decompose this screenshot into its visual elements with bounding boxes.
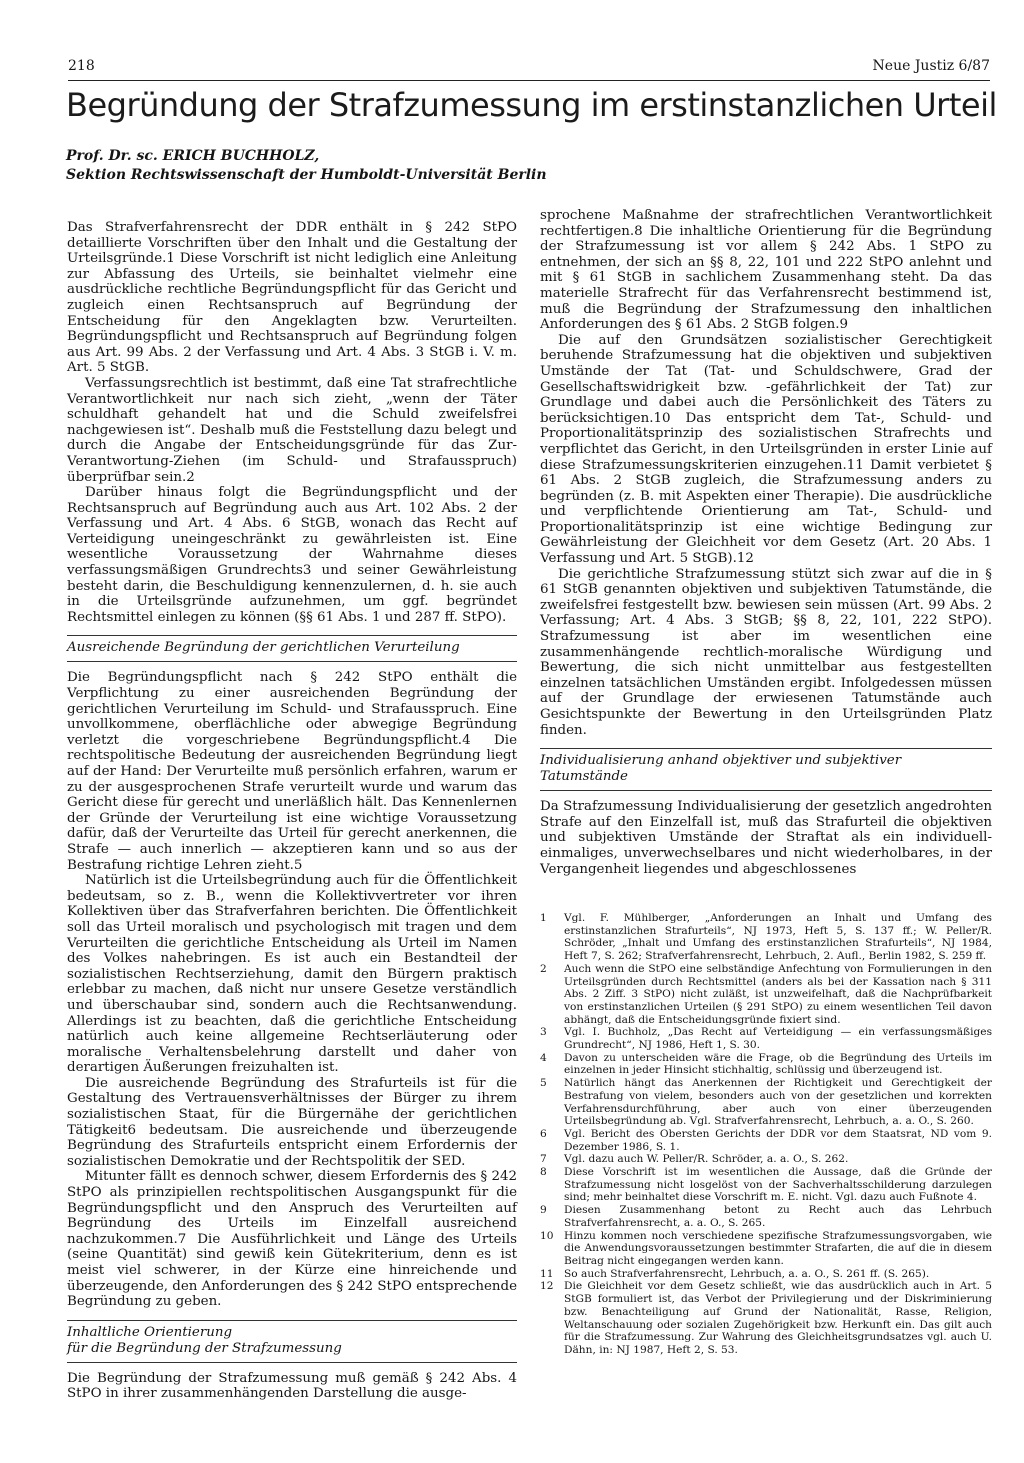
section-heading: Inhaltliche Orientierung für die Begründung der Strafzumessung xyxy=(67,1320,517,1363)
paragraph: Die auf den Grundsätzen sozialistischer Gerechtigkeit beruhende Strafzumessung hat die objektiven und subjektiven Umstände der Tat (Tat- und Schuldschwere, Grad der Gesellschaftswidrigkeit bzw. -gefährlichkeit der Tat) zur Grundlage und dabei auch die Persönlichkeit des Täters zu berücksichtigen.10 Das entspricht dem Tat-, Schuld- und Proportionalitätsprinzip des sozialistischen Strafrechts und verpflichtet das Gericht, in den Urteilsgründen in erster Linie auf diese Strafzumessungskriterien einzugehen.11 Damit verbietet § 61 Abs. 2 StGB zugleich, die Strafzumessung anders zu begründen (z. B. mit Aspekten einer Therapie). Die ausdrückliche und verpflichtende Orientierung am Tat-, Schuld- und Proportionalitätsprinzip ist eine wichtige Bedingung zur Gewährleistung der Gleichheit vor dem Gesetz (Art. 20 Abs. 1 Verfassung und Art. 5 StGB).12 xyxy=(540,332,992,567)
footnote: 2 Auch wenn die StPO eine selbständige Anfechtung von Formulierungen in den Urteilsgründen durch Rechtsmittel (anders als bei der Kassation nach § 311 Abs. 2 Ziff. 3 StPO) nicht zuläßt, ist unzweifelhaft, daß die Nachprüfbarkeit von erstinstanzlichen Urteilen (§ 291 StPO) zu einem wesentlichen Teil davon abhängt, daß die Entscheidungsgründe fixiert sind. xyxy=(540,962,992,1026)
paragraph: Da Strafzumessung Individualisierung der gesetzlich angedrohten Strafe auf den Einzelfall ist, muß das Strafurteil die objektiven und subjektiven Umstände der Straftat als ein individuell-einmaliges, unverwechselbares und nicht wiederholbares, in der Vergangenheit liegendes und abgeschlossenes xyxy=(540,799,992,877)
section-heading: Ausreichende Begründung der gerichtlichen Verurteilung xyxy=(67,635,517,662)
right-column xyxy=(540,208,992,877)
paragraph: Die gerichtliche Strafzumessung stützt sich zwar auf die in § 61 StGB genannten objektiven und subjektiven Tatumstände, die zweifelsfrei festgestellt bzw. bewiesen sein müssen (Art. 99 Abs. 2 Verfassung; Art. 4 Abs. 3 StGB; §§ 8, 22, 101, 222 StPO). Strafzumessung ist aber im wesentlichen eine zusammenhängende rechtlich-moralische Würdigung und Bewertung, die sich nicht unmittelbar aus festgestellten einzelnen tatsächlichen Umständen ergibt. Infolgedessen müssen auf der Grundlage der erwiesenen Tatumstände auch Gesichtspunkte der Bewertung in den Urteilsgründen Platz finden. xyxy=(540,566,992,738)
paragraph: Natürlich ist die Urteilsbegründung auch für die Öffentlichkeit bedeutsam, so z. B., wenn die Kollektivvertreter vor ihren Kollektiven über das Strafverfahren berichten. Die Öffentlichkeit soll das Urteil moralisch und psychologisch mit tragen und dem Verurteilten die gerichtliche Entscheidung als Urteil im Namen des Volkes nahebringen. Es ist auch ein Bestandteil der sozialistischen Rechtserziehung, damit den Bürgern praktisch erlebbar zu machen, daß nicht nur unsere Gesetze verständlich und überschaubar sind, sondern auch die Rechtsanwendung. Allerdings ist zu beachten, daß die gerichtliche Entscheidung natürlich auch keine allgemeine Rechtserläuterung oder moralische Verhaltensbelehrung darstellt und daher von derartigen Äußerungen freizuhalten ist. xyxy=(67,873,517,1076)
footnote: 9 Diesen Zusammenhang betont zu Recht auch das Lehrbuch Strafverfahrensrecht, a. a. O., S. 265. xyxy=(540,1204,992,1229)
footnotes xyxy=(540,912,992,1357)
section-heading: Individualisierung anhand objektiver und subjektiver Tatumstände xyxy=(540,748,992,791)
footnote: 3 Vgl. I. Buchholz, „Das Recht auf Verteidigung — ein verfassungsmäßiges Grundrecht“, NJ 1986, Heft 1, S. 30. xyxy=(540,1026,992,1052)
article-title: Begründung der Strafzumessung im erstinstanzlichen Urteil xyxy=(66,86,997,124)
paragraph: Die ausreichende Begründung des Strafurteils ist für die Gestaltung des Vertrauensverhältnisses der Bürger zu ihrem sozialistischen Staat, für die Bürgernähe der gerichtlichen Tätigkeit6 bedeutsam. Die ausreichende und überzeugende Begründung des Strafurteils entspricht einem Erfordernis der sozialistischen Demokratie und der Rechtspolitik der SED. xyxy=(67,1075,517,1169)
left-column xyxy=(67,220,517,1402)
paragraph: Mitunter fällt es dennoch schwer, diesem Erfordernis des § 242 StPO als prinzipiellen rechtspolitischen Ausgangspunkt für die Begründungspflicht und den Anspruch des Verurteilten auf Begründung des Urteils im Einzelfall ausreichend nachzukommen.7 Die Ausführlichkeit und Länge des Urteils (seine Quantität) sind gewiß kein Gütekriterium, denn es ist meist viel schwerer, in der Kürze eine hinreichende und überzeugende, den Anforderungen des § 242 StPO entsprechende Begründung zu geben. xyxy=(67,1169,517,1310)
author-name: Prof. Dr. sc. ERICH BUCHHOLZ, xyxy=(66,148,320,164)
author-affiliation: Sektion Rechtswissenschaft der Humboldt-Universität Berlin xyxy=(66,167,547,183)
footnote: 11 So auch Strafverfahrensrecht, Lehrbuch, a. a. O., S. 261 ff. (S. 265). xyxy=(540,1267,930,1280)
paragraph: sprochene Maßnahme der strafrechtlichen Verantwortlichkeit rechtfertigen.8 Die inhaltliche Orientierung für die Begründung der Strafzumessung ist vor allem § 242 Abs. 1 StPO zu entnehmen, der sich an §§ 8, 22, 101 und 222 StPO anlehnt und mit § 61 StGB in sachlichem Zusammenhang steht. Da das materielle Strafrecht für das Verfahrensrecht bestimmend ist, muß die Begründung der Strafzumessung den inhaltlichen Anforderungen des § 61 Abs. 2 StGB folgen.9 xyxy=(540,208,992,333)
footnote: 7 Vgl. dazu auch W. Peller/R. Schröder, a. a. O., S. 262. xyxy=(540,1153,849,1166)
paragraph: Verfassungsrechtlich ist bestimmt, daß eine Tat strafrechtliche Verantwortlichkeit nur nach sich zieht, „wenn der Täter schuldhaft gehandelt hat und die Schuld zweifelsfrei nachgewiesen ist“. Deshalb muß die Feststellung dazu belegt und durch die Angabe der Entscheidungsgründe für das Zur-Verantwortung-Ziehen (im Schuld- und Strafausspruch) überprüfbar sein.2 xyxy=(67,375,517,485)
footnote: 1 Vgl. F. Mühlberger, „Anforderungen an Inhalt und Umfang des erstinstanzlichen Strafurteils“, NJ 1973, Heft 5, S. 137 ff.; W. Peller/R. Schröder, „Inhalt und Umfang des erstinstanzlichen Strafurteils“, NJ 1984, Heft 7, S. 262; Strafverfahrensrecht, Lehrbuch, 2. Aufl., Berlin 1982, S. 259 ff. xyxy=(540,912,992,963)
page-header xyxy=(68,58,990,81)
page-number: 218 xyxy=(68,58,95,74)
paragraph: Darüber hinaus folgt die Begründungspflicht und der Rechtsanspruch auf Begründung auch aus Art. 102 Abs. 2 der Verfassung und Art. 4 Abs. 6 StGB, wonach das Recht auf Verteidigung uneingeschränkt zu gewährleisten ist. Eine wesentliche Voraussetzung der Wahrnahme dieses verfassungsmäßigen Grundrechts3 und seiner Gewährleistung besteht darin, die Beschuldigung kennenzulernen, d. h. sie auch in die Urteilsgründe aufzunehmen, um ggf. begründet Rechtsmittel einlegen zu können (§§ 61 Abs. 1 und 287 ff. StPO). xyxy=(67,485,517,625)
journal-issue: Neue Justiz 6/87 xyxy=(872,58,990,74)
footnote: 8 Diese Vorschrift ist im wesentlichen die Aussage, daß die Gründe der Strafzumessung nicht losgelöst von der Sachverhaltsschilderung darzulegen sind; mehr beinhaltet diese Vorschrift m. E. nicht. Vgl. dazu auch Fußnote 4. xyxy=(540,1166,992,1204)
footnote: 10 Hinzu kommen noch verschiedene spezifische Strafzumessungsvorgaben, wie die Anwendungsvoraussetzungen bestimmter Strafarten, die auf die in diesem Beitrag nicht eingegangen werden kann. xyxy=(540,1229,992,1267)
footnote: 4 Davon zu unterscheiden wäre die Frage, ob die Begründung des Urteils im einzelnen in jeder Hinsicht stichhaltig, schlüssig und überzeugend ist. xyxy=(540,1051,992,1077)
author-block xyxy=(66,147,547,185)
footnote: 12 Die Gleichheit vor dem Gesetz schließt, wie das ausdrücklich auch in Art. 5 StGB formuliert ist, das Verbot der Privilegierung und der Diskriminierung bzw. Benachteiligung auf Grund der Nationalität, Rasse, Religion, Weltanschauung oder sozialen Zugehörigkeit bzw. Herkunft ein. Das gilt auch für die Strafzumessung. Zur Wahrung des Gleichheitsgrundsatzes vgl. auch U. Dähn, in: NJ 1987, Heft 2, S. 53. xyxy=(540,1280,992,1356)
footnote: 5 Natürlich hängt das Anerkennen der Richtigkeit und Gerechtigkeit der Bestrafung von vielem, besonders auch von der gesetzlichen und korrekten Verfahrensdurchführung, aber auch von einer überzeugenden Urteilsbegründung ab. Vgl. Strafverfahrensrecht, Lehrbuch, a. a. O., S. 260. xyxy=(540,1077,992,1128)
paragraph: Die Begründungspflicht nach § 242 StPO enthält die Verpflichtung zu einer ausreichenden Begründung der gerichtlichen Verurteilung im Schuld- und Strafausspruch. Eine unvollkommene, oberflächliche oder abwegige Begründung verletzt die vorgeschriebene Begründungspflicht.4 Die rechtspolitische Bedeutung der ausreichenden Begründung liegt auf der Hand: Der Verurteilte muß persönlich erfahren, warum er zu der ausgesprochenen Strafe verurteilt wurde und warum das Gericht diese für gerecht und unerläßlich hält. Das Kennenlernen der Gründe der Verurteilung ist eine wichtige Voraussetzung dafür, daß der Verurteilte das Urteil für gerecht anerkennen, die Strafe — auch innerlich — akzeptieren kann und so aus der Bestrafung richtige Lehren zieht.5 xyxy=(67,670,517,873)
paragraph: Die Begründung der Strafzumessung muß gemäß § 242 Abs. 4 StPO in ihrer zusammenhängenden Darstellung die ausge- xyxy=(67,1370,517,1402)
footnote: 6 Vgl. Bericht des Obersten Gerichts der DDR vor dem Staatsrat, ND vom 9. Dezember 1986, S. 1. xyxy=(540,1127,992,1153)
paragraph: Das Strafverfahrensrecht der DDR enthält in § 242 StPO detaillierte Vorschriften über den Inhalt und die Gestaltung der Urteilsgründe.1 Diese Vorschrift ist nicht lediglich eine Anleitung zur Abfassung des Urteils, sie beinhaltet vielmehr eine ausdrückliche rechtliche Begründungspflicht für das Gericht und zugleich einen Rechtsanspruch auf Begründung der Entscheidung für den Angeklagten bzw. Verurteilten. Begründungspflicht und Rechtsanspruch auf Begründung folgen aus Art. 99 Abs. 2 der Verfassung und Art. 4 Abs. 3 StGB i. V. m. Art. 5 StGB. xyxy=(67,220,517,376)
